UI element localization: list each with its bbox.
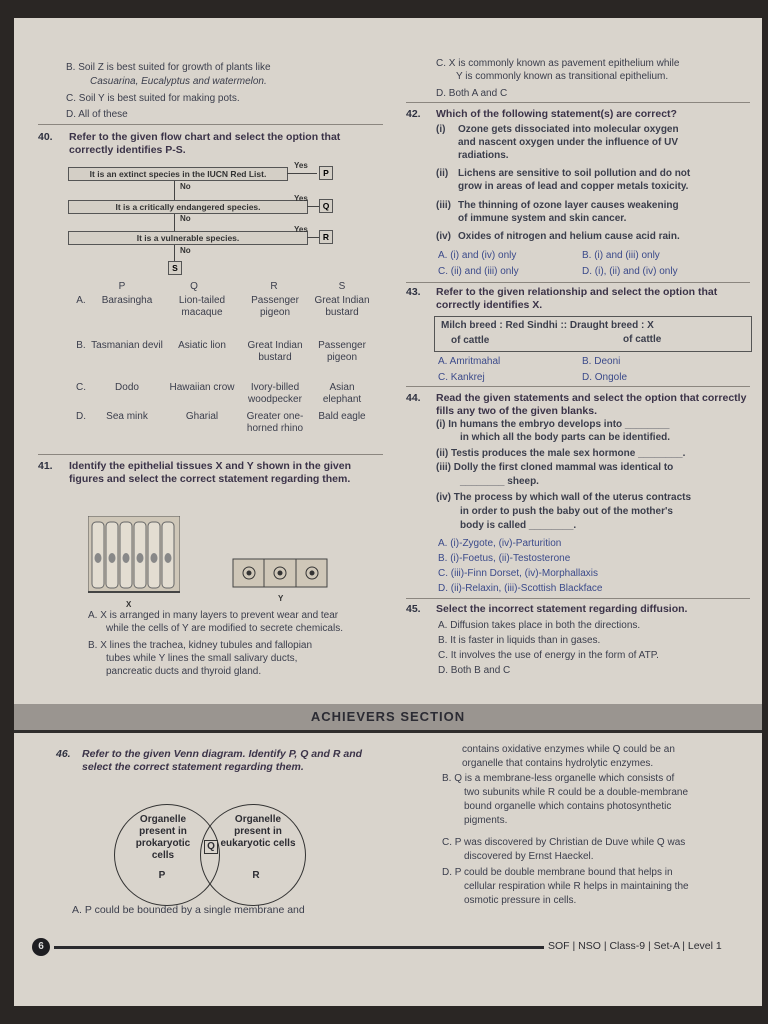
q46-text: Refer to the given Venn diagram. Identify P, Q and R and select the correct statement regarding them. (82, 748, 363, 773)
yes-label: Yes (294, 161, 308, 170)
flow-s: S (168, 261, 182, 275)
q43-text: Refer to the given relationship and select the option that correctly identifies X. (436, 286, 718, 311)
q44-number: 44. (406, 392, 421, 404)
q41-option-b: B. X lines the trachea, kidney tubules and fallopian (88, 640, 313, 651)
q41-option-a: A. X is arranged in many layers to prevent wear and tear (88, 610, 339, 621)
flow-q: Q (319, 199, 333, 213)
q44-text: Read the given statements and select the option that correctly fills any two of the given blanks. (436, 392, 747, 417)
flow-box-critical: It is a critically endangered species. (68, 200, 308, 214)
q45-number: 45. (406, 603, 421, 615)
flow-p: P (319, 166, 333, 180)
venn-right-label: Organelle present in eukaryotic cells (220, 814, 296, 849)
q40-number: 40. (38, 131, 53, 143)
q46-number: 46. (56, 748, 71, 760)
q41-option-c-cont: Y is commonly known as transitional epithelium. (456, 71, 669, 82)
q41-number: 41. (38, 460, 53, 472)
figure-x-label: X (126, 600, 132, 609)
q42-number: 42. (406, 108, 421, 120)
q41-option-b-cont: tubes while Y lines the small salivary ducts, (106, 653, 298, 664)
venn-middle-label: Q (204, 840, 218, 854)
q43-relationship-box: Milch breed : Red Sindhi :: Draught breed : X of cattle of cattle (434, 316, 752, 352)
section-banner: ACHIEVERS SECTION (14, 704, 762, 730)
q39-option-b: B. Soil Z is best suited for growth of plants like (66, 62, 271, 73)
q45-text: Select the incorrect statement regarding diffusion. (436, 603, 688, 615)
no-label: No (180, 182, 191, 191)
q42-text: Which of the following statement(s) are correct? (436, 108, 677, 120)
flow-r: R (319, 230, 333, 244)
no-label: No (180, 246, 191, 255)
footer-text: SOF | NSO | Class-9 | Set-A | Level 1 (548, 940, 722, 952)
q39-option-d: D. All of these (66, 109, 128, 120)
exam-page: B. Soil Z is best suited for growth of plants like Casuarina, Eucalyptus and watermelon. C. Soil Y is best suited for making pots. D. All of these 40. Refer to the given flow chart and select the option that correctly identifies P-S. It is an extinct species in the IUCN Red List. It is a critically endangered species. It is a vulnerable species. Yes P Yes Q Yes R No No No S P Q R S A. Barasingha Lion-tailed macaque Passenger pigeon Great Indian bustard B. Tasmanian devil Asiatic lion Great Indian bustard Passenger pigeon C. Dodo Hawaiian crow Ivory-billed woodpecker Asian elephant D. Sea mink Gharial Greater one-horned rhino Bald eagle 41. Identify the epithelial tissues X and Y shown in the given figures and select the correct statement regarding them. X Y A. X is arranged in many layers to prevent wear and tear while the cells of Y are modified to secrete chemicals. B. X lines the trachea, kidney tubules and fallopian tubes while Y lines the small salivary ducts, pancreatic ducts and thyroid gland. C. X is commonly known as pavement epithelium while Y is commonly known as transitional epithelium. D. Both A and C 42. Which of the following statement(s) are correct? (i) Ozone gets dissociated into molecular oxygen and nascent oxygen under the influence of UV radiations. (ii) Lichens are sensitive to soil pollution and do not grow in areas of lead and copper metals toxicity. (iii) The thinning of ozone layer causes weakening of immune system and skin cancer. (iv) Oxides of nitrogen and helium cause acid rain. A. (i) and (iv) only B. (i) and (iii) only C. (ii) and (iii) only D. (i), (ii) and (iv) only 43. Refer to the given relationship and select the option that correctly identifies X. Milch breed : Red Sindhi :: Draught breed : X of cattle of cattle A. Amritmahal B. Deoni C. Kankrej D. Ongole 44. Read the given statements and select the option that correctly fills any two of the given blanks. (i) In humans the embryo develops into ________ in which all the body parts can be identified. (ii) Testis produces the male sex hormone ________. (iii) Dolly the first cloned mammal was identical to ________ sheep. (iv) The process by which wall of the uterus contracts in order to push the baby out of the mother's body is called ________. A. (i)-Zygote, (iv)-Parturition B. (i)-Foetus, (ii)-Testosterone C. (iii)-Finn Dorset, (iv)-Morphallaxis D. (ii)-Relaxin, (iii)-Scottish Blackface 45. Select the incorrect statement regarding diffusion. A. Diffusion takes place in both the directions. B. It is faster in liquids than in gases. C. It involves the use of energy in the form of ATP. D. Both B and C ACHIEVERS SECTION 46. Refer to the given Venn diagram. Identify P, Q and R and select the correct statement regarding them. Organelle present in prokaryotic cells P Q Organelle present in eukaryotic cells R A. P could be bounded by a single membrane and contains oxidative enzymes while Q could be an organelle that contains hydrolytic enzymes. B. Q is a membrane-less organelle which consists of two subunits while R could be a double-membrane bound organelle which contains photosynthetic pigments. C. P was discovered by Christian de Duve while Q was discovered by Ernst Haeckel. D. P could be double membrane bound that helps in cellular respiration while R helps in maintaining the osmotic pressure in cells. 6 SOF | NSO | Class-9 | Set-A | Level 1 (14, 18, 762, 1006)
q41-text: Identify the epithelial tissues X and Y shown in the given figures and select the correct statement regarding them. (69, 460, 352, 485)
q41-option-a-cont: while the cells of Y are modified to secrete chemicals. (106, 623, 343, 634)
q39-option-c: C. Soil Y is best suited for making pots. (66, 93, 240, 104)
venn-left-label: Organelle present in prokaryotic cells (135, 814, 191, 861)
q46-option-a: A. P could be bounded by a single membrane and (72, 904, 305, 916)
q40-text: Refer to the given flow chart and select the option that correctly identifies P-S. (69, 131, 341, 156)
no-label: No (180, 214, 191, 223)
flow-box-extinct: It is an extinct species in the IUCN Red List. (68, 167, 288, 181)
q39-option-b-cont: Casuarina, Eucalyptus and watermelon. (90, 76, 267, 87)
q41-option-b-cont2: pancreatic ducts and thyroid gland. (106, 666, 262, 677)
q41-option-d: D. Both A and C (436, 88, 508, 99)
flow-box-vulnerable: It is a vulnerable species. (68, 231, 308, 245)
yes-label: Yes (294, 194, 308, 203)
page-number: 6 (32, 938, 50, 956)
q41-option-c: C. X is commonly known as pavement epithelium while (436, 58, 680, 69)
q43-number: 43. (406, 286, 421, 298)
figure-y-label: Y (278, 594, 284, 603)
yes-label: Yes (294, 225, 308, 234)
